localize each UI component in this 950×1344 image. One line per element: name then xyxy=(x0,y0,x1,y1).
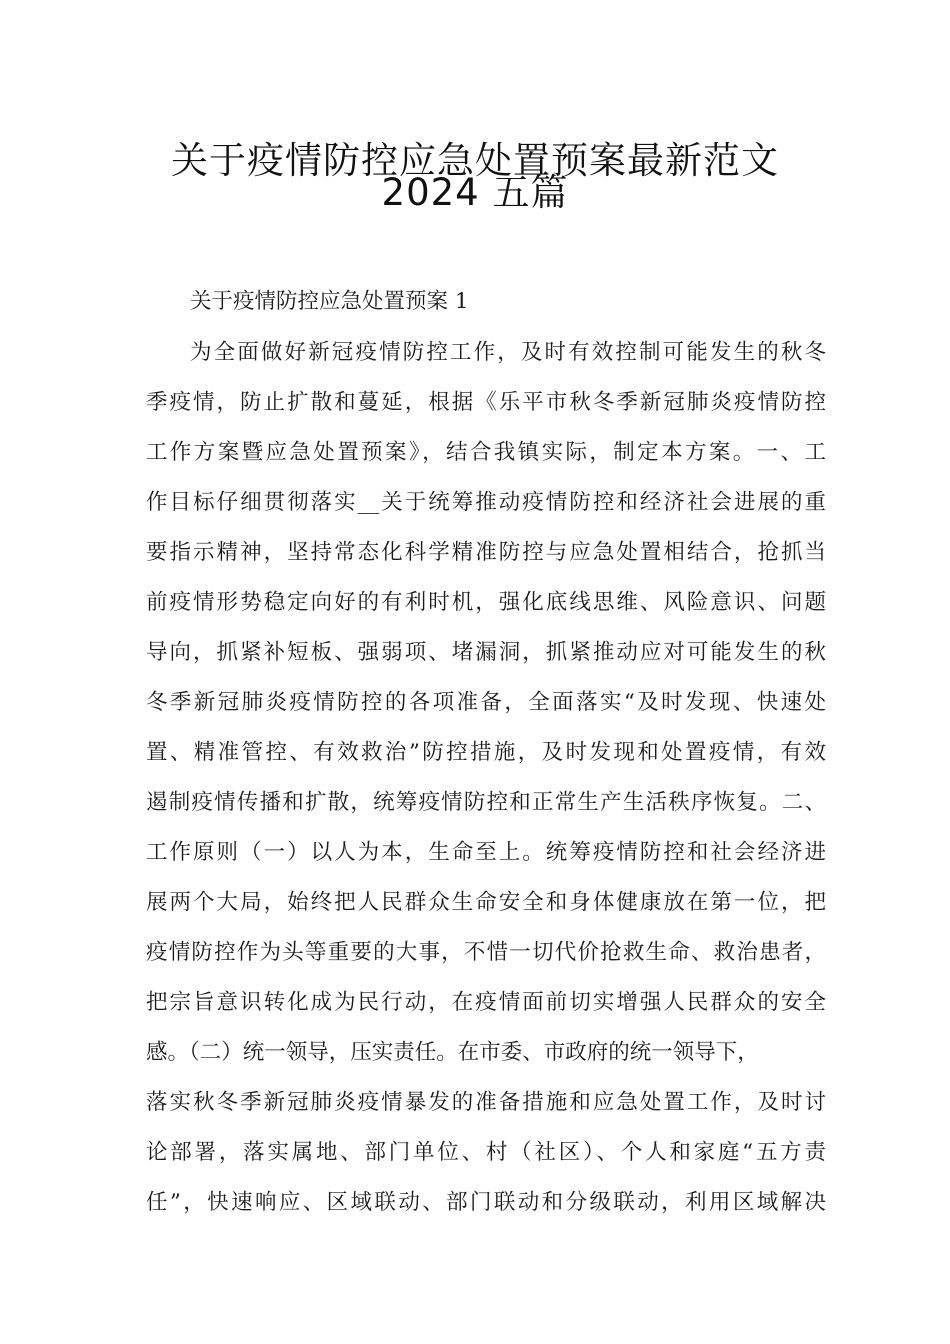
body-line: 任”，快速响应、区域联动、部门联动和分级联动，利用区域解决 xyxy=(146,1190,826,1215)
body-line: 置、精准管控、有效救治”防控措施，及时发现和处置疫情，有效 xyxy=(146,740,826,765)
body-line: 作目标仔细贯彻落实__关于统筹推动疫情防控和经济社会进展的重 xyxy=(146,490,826,515)
body-line: 要指示精神，坚持常态化科学精准防控与应急处置相结合，抢抓当 xyxy=(146,540,826,565)
body-line: 冬季新冠肺炎疫情防控的各项准备，全面落实“及时发现、快速处 xyxy=(146,690,826,715)
body-line: 前疫情形势稳定向好的有利时机，强化底线思维、风险意识、问题 xyxy=(146,590,826,615)
document-title-line-2: 2024 五篇 xyxy=(381,171,569,214)
document-title-line-1: 关于疫情防控应急处置预案最新范文 xyxy=(171,139,779,182)
body-line: 论部署，落实属地、部门单位、村（社区）、个人和家庭“五方责 xyxy=(146,1140,826,1165)
section-heading: 关于疫情防控应急处置预案 1 xyxy=(190,289,469,314)
body-line: 导向，抓紧补短板、强弱项、堵漏洞，抓紧推动应对可能发生的秋 xyxy=(146,640,826,665)
body-line: 落实秋冬季新冠肺炎疫情暴发的准备措施和应急处置工作，及时讨 xyxy=(146,1090,826,1115)
body-line: 把宗旨意识转化成为民行动，在疫情面前切实增强人民群众的安全 xyxy=(146,990,826,1015)
body-line: 工作方案暨应急处置预案》，结合我镇实际，制定本方案。一、工 xyxy=(146,440,826,465)
body-line: 感。（二）统一领导，压实责任。在市委、市政府的统一领导下， xyxy=(146,1040,759,1065)
body-line: 展两个大局，始终把人民群众生命安全和身体健康放在第一位，把 xyxy=(146,890,826,915)
body-line: 工作原则（一）以人为本，生命至上。统筹疫情防控和社会经济进 xyxy=(146,840,826,865)
body-line: 为全面做好新冠疫情防控工作，及时有效控制可能发生的秋冬 xyxy=(190,340,826,365)
body-line: 遏制疫情传播和扩散，统筹疫情防控和正常生产生活秩序恢复。二、 xyxy=(146,790,826,815)
body-line: 季疫情，防止扩散和蔓延，根据《乐平市秋冬季新冠肺炎疫情防控 xyxy=(146,390,826,415)
body-line: 疫情防控作为头等重要的大事，不惜一切代价抢救生命、救治患者， xyxy=(146,940,826,965)
